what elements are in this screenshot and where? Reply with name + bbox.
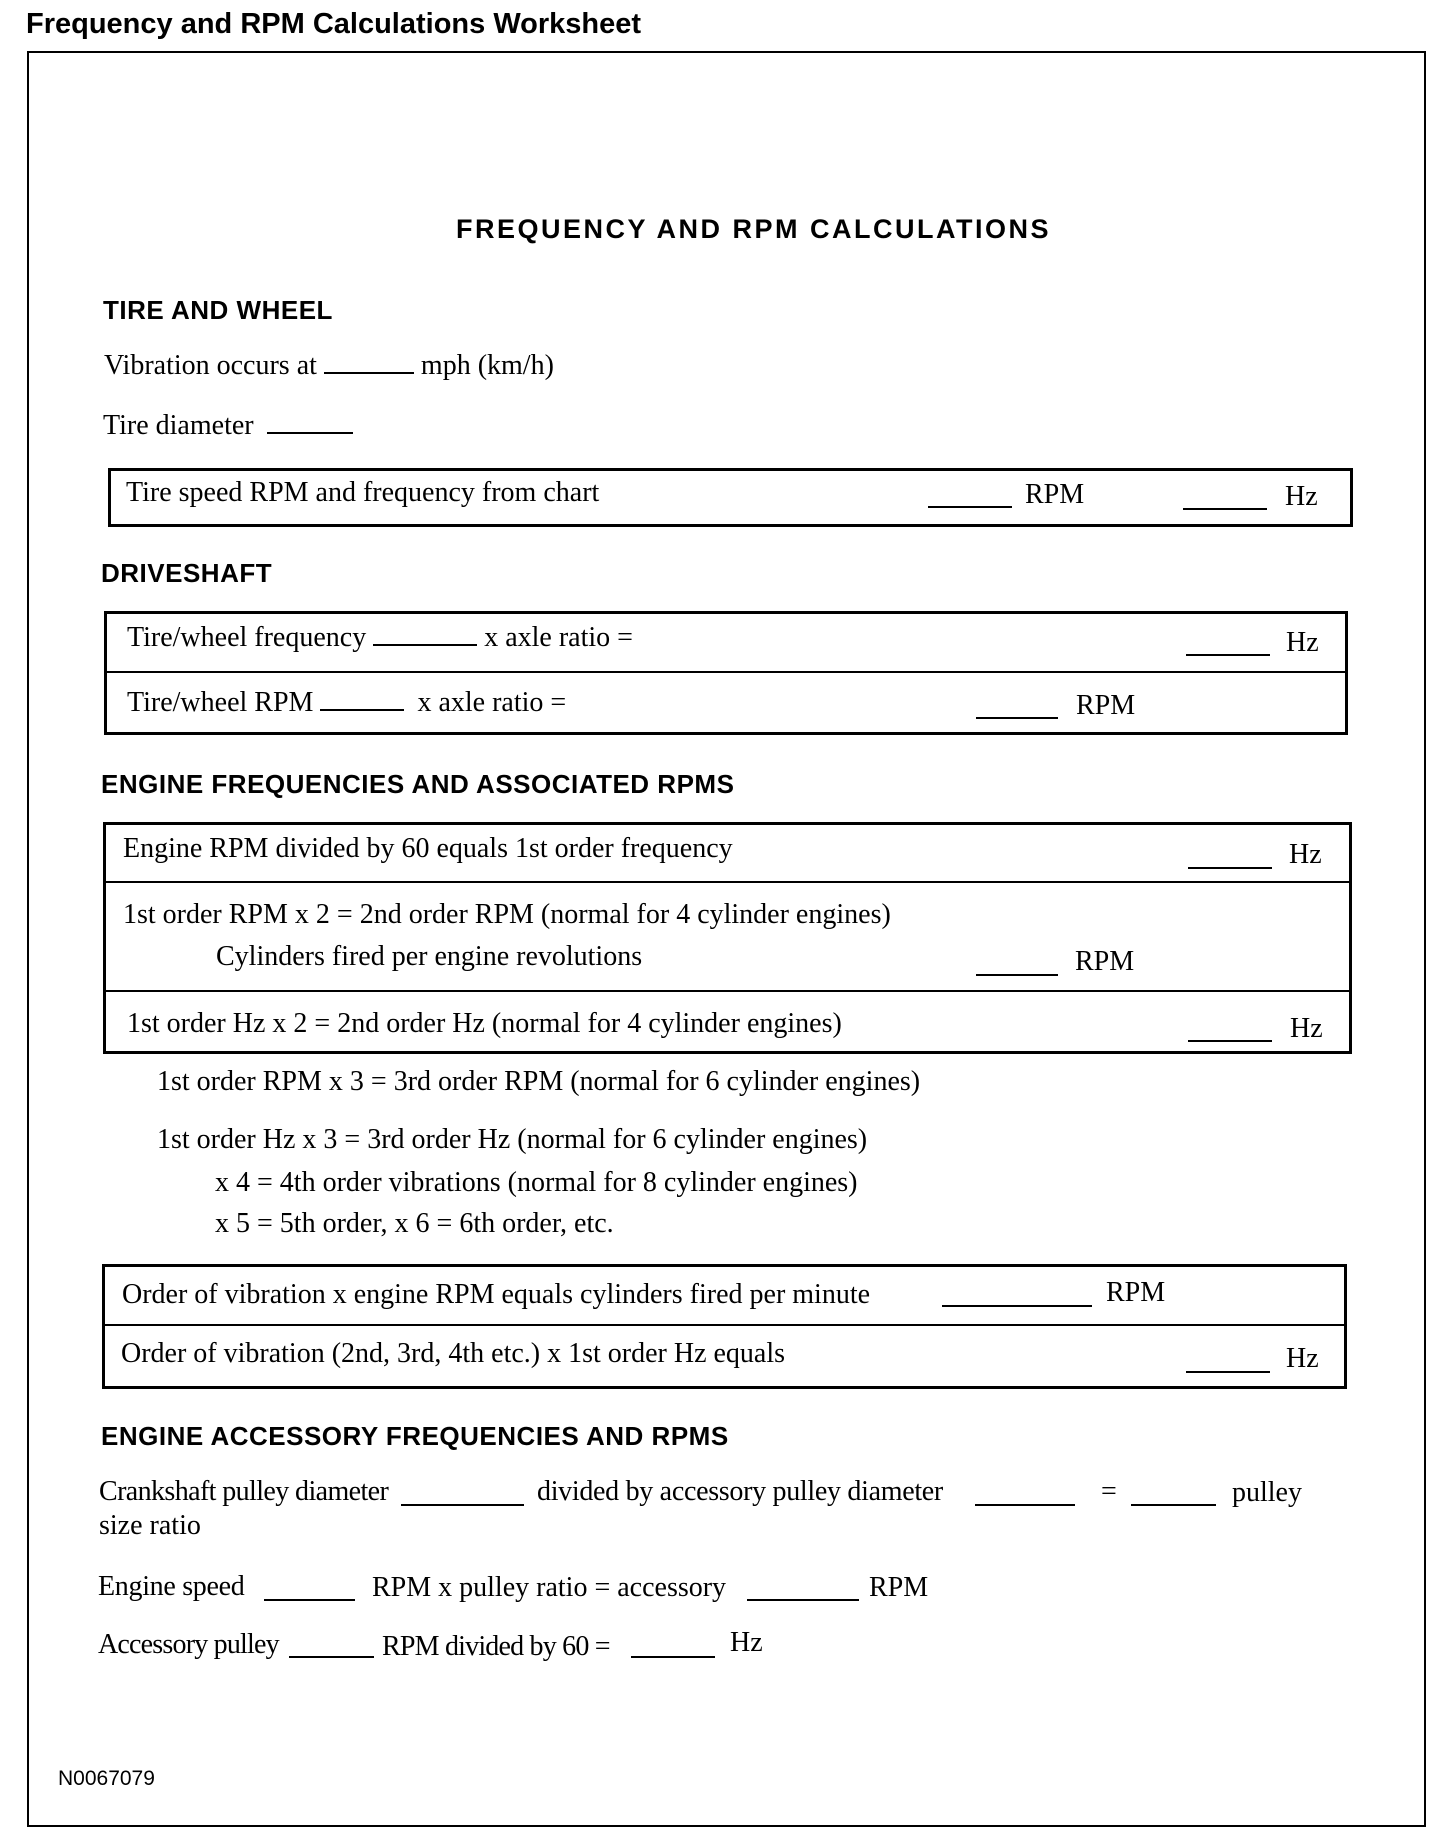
axle-ratio-label-2: x axle ratio =	[417, 687, 567, 718]
pulley-ratio-blank[interactable]	[1131, 1504, 1216, 1506]
order-rpm-unit: RPM	[1106, 1277, 1166, 1308]
driveshaft-row-rpm	[127, 687, 566, 719]
vibration-line	[104, 350, 554, 382]
engine-row-first-order: Engine RPM divided by 60 equals 1st order frequency	[123, 833, 733, 864]
accessory-hz-blank[interactable]	[631, 1656, 715, 1658]
engine-speed-label: Engine speed	[98, 1571, 245, 1602]
tire-speed-label: Tire speed RPM and frequency from chart	[126, 477, 600, 508]
order-hz-blank[interactable]	[1186, 1371, 1270, 1373]
cylinders-fired-label: Cylinders fired per engine revolutions	[216, 941, 643, 972]
vibration-label: Vibration occurs at	[104, 350, 317, 381]
engine-divider-1	[105, 881, 1350, 883]
higher-order-note: x 5 = 5th order, x 6 = 6th order, etc.	[215, 1208, 614, 1239]
vibration-speed-blank[interactable]	[324, 371, 414, 374]
accessory-pulley-rpm-blank[interactable]	[289, 1656, 374, 1658]
order-rpm-blank[interactable]	[942, 1305, 1092, 1307]
divided-by-60-label: RPM divided by 60 =	[382, 1631, 610, 1662]
driveshaft-row-frequency	[127, 622, 633, 654]
engine-heading: ENGINE FREQUENCIES AND ASSOCIATED RPMS	[101, 769, 735, 799]
tire-wheel-frequency-label: Tire/wheel frequency	[127, 622, 367, 653]
tire-wheel-frequency-blank[interactable]	[373, 643, 477, 646]
tire-rpm-blank[interactable]	[928, 506, 1012, 508]
accessory-hz-unit: Hz	[730, 1627, 763, 1658]
second-order-hz-unit: Hz	[1290, 1013, 1323, 1044]
third-order-rpm-note: 1st order RPM x 3 = 3rd order RPM (normal for 6 cylinder engines)	[157, 1066, 921, 1097]
order-row-hz: Order of vibration (2nd, 3rd, 4th etc.) x 1st order Hz equals	[121, 1338, 786, 1369]
driveshaft-rpm-blank[interactable]	[976, 717, 1058, 719]
tire-hz-blank[interactable]	[1183, 508, 1267, 510]
tire-diameter-label: Tire diameter	[103, 410, 254, 441]
accessory-pulley-label: Accessory pulley	[98, 1629, 279, 1660]
engine-row-second-order-rpm: 1st order RPM x 2 = 2nd order RPM (normal for 4 cylinder engines)	[123, 899, 891, 930]
tire-wheel-rpm-label: Tire/wheel RPM	[127, 687, 314, 718]
second-order-rpm-blank[interactable]	[976, 974, 1058, 976]
first-order-hz-blank[interactable]	[1188, 867, 1272, 869]
accessory-rpm-blank[interactable]	[747, 1599, 859, 1601]
tire-diameter-line	[103, 410, 353, 442]
document-title: Frequency and RPM Calculations Worksheet	[26, 8, 642, 40]
accessory-rpm-unit: RPM	[869, 1572, 929, 1603]
accessory-pulley-diameter-label: divided by accessory pulley diameter	[537, 1476, 943, 1507]
figure-id: N0067079	[58, 1767, 155, 1790]
axle-ratio-label: x axle ratio =	[484, 622, 633, 653]
second-order-hz-blank[interactable]	[1188, 1040, 1272, 1042]
pulley-equals: =	[1101, 1476, 1117, 1507]
driveshaft-hz-unit: Hz	[1286, 627, 1319, 658]
second-order-rpm-unit: RPM	[1075, 946, 1135, 977]
pulley-ratio-accessory-label: RPM x pulley ratio = accessory	[372, 1572, 727, 1603]
pulley-label: pulley	[1232, 1477, 1302, 1508]
order-divider	[104, 1324, 1345, 1326]
third-order-hz-note: 1st order Hz x 3 = 3rd order Hz (normal for 6 cylinder engines)	[157, 1124, 868, 1155]
driveshaft-divider	[106, 671, 1346, 673]
crankshaft-pulley-label: Crankshaft pulley diameter	[99, 1476, 389, 1507]
size-ratio-label: size ratio	[99, 1510, 201, 1541]
vibration-unit: mph (km/h)	[420, 350, 554, 381]
tire-wheel-rpm-blank[interactable]	[320, 708, 404, 711]
main-heading: FREQUENCY AND RPM CALCULATIONS	[456, 214, 1052, 244]
order-row-rpm: Order of vibration x engine RPM equals cylinders fired per minute	[122, 1279, 871, 1310]
engine-row-second-order-hz: 1st order Hz x 2 = 2nd order Hz (normal for 4 cylinder engines)	[127, 1008, 842, 1039]
first-order-hz-unit: Hz	[1289, 839, 1322, 870]
order-hz-unit: Hz	[1286, 1343, 1319, 1374]
accessory-heading: ENGINE ACCESSORY FREQUENCIES AND RPMS	[101, 1421, 729, 1451]
driveshaft-heading: DRIVESHAFT	[101, 558, 273, 588]
tire-wheel-heading: TIRE AND WHEEL	[103, 295, 333, 325]
tire-rpm-unit: RPM	[1025, 479, 1085, 510]
accessory-pulley-diameter-blank[interactable]	[975, 1504, 1075, 1506]
crankshaft-pulley-blank[interactable]	[401, 1504, 524, 1506]
engine-speed-blank[interactable]	[264, 1599, 355, 1601]
tire-diameter-blank[interactable]	[267, 431, 353, 434]
driveshaft-rpm-unit: RPM	[1076, 690, 1136, 721]
engine-divider-2	[105, 990, 1350, 992]
fourth-order-note: x 4 = 4th order vibrations (normal for 8 cylinder engines)	[215, 1167, 858, 1198]
tire-hz-unit: Hz	[1285, 481, 1318, 512]
driveshaft-hz-blank[interactable]	[1186, 654, 1270, 656]
